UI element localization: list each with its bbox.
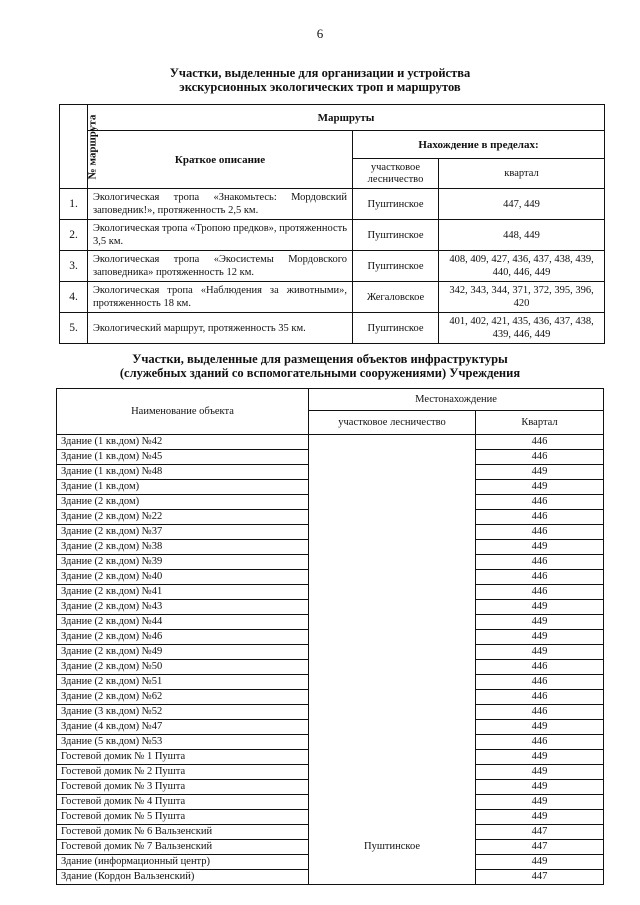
route-description: Экологическая тропа «Знакомьтесь: Мордовский заповедник!», протяженность 2,5 км. (88, 189, 353, 220)
object-quarter: 446 (476, 690, 604, 705)
route-number: 2. (60, 220, 88, 251)
object-name: Гостевой домик № 4 Пушта (57, 795, 309, 810)
object-quarter: 446 (476, 495, 604, 510)
object-name: Здание (2 кв.дом) №43 (57, 600, 309, 615)
object-name: Здание (1 кв.дом) №45 (57, 450, 309, 465)
section1-title-line1: Участки, выделенные для организации и устройства (169, 66, 471, 80)
forestry-header: участковое лесничество (309, 411, 476, 435)
object-name: Гостевой домик № 6 Вальзенский (57, 825, 309, 840)
route-forestry: Пуштинское (353, 251, 439, 282)
object-name: Здание (2 кв.дом) №40 (57, 570, 309, 585)
section1-title-line2: экскурсионных экологических троп и маршрутов (179, 80, 461, 94)
object-name: Гостевой домик № 1 Пушта (57, 750, 309, 765)
route-description: Экологический маршрут, протяженность 35 км. (88, 313, 353, 344)
object-quarter: 449 (476, 795, 604, 810)
route-forestry: Пуштинское (353, 189, 439, 220)
object-name: Здание (2 кв.дом) №22 (57, 510, 309, 525)
object-name: Здание (2 кв.дом) №44 (57, 615, 309, 630)
object-quarter: 446 (476, 555, 604, 570)
object-quarter: 449 (476, 810, 604, 825)
quarter-header: квартал (439, 159, 605, 189)
object-name: Гостевой домик № 5 Пушта (57, 810, 309, 825)
table-row (60, 189, 605, 220)
table-row (60, 220, 605, 251)
object-name-header: Наименование объекта (57, 389, 309, 435)
routes-table (59, 104, 605, 344)
table-row (60, 282, 605, 313)
section2-title (0, 352, 640, 380)
route-description: Экологическая тропа «Тропою предков», протяженность 3,5 км. (88, 220, 353, 251)
section2-title-line2: (служебных зданий со вспомогательными сооружениями) Учреждения (119, 366, 521, 380)
object-name: Здание (1 кв.дом) №42 (57, 435, 309, 450)
route-forestry: Пуштинское (353, 220, 439, 251)
object-quarter: 446 (476, 660, 604, 675)
route-forestry: Жегаловское (353, 282, 439, 313)
description-header: Краткое описание (88, 131, 353, 189)
object-quarter: 446 (476, 705, 604, 720)
object-name: Здание (2 кв.дом) №51 (57, 675, 309, 690)
object-quarter: 447 (476, 825, 604, 840)
object-quarter: 446 (476, 435, 604, 450)
table-row (60, 251, 605, 282)
object-name: Здание (2 кв.дом) №38 (57, 540, 309, 555)
route-forestry: Пуштинское (353, 313, 439, 344)
object-quarter: 449 (476, 630, 604, 645)
object-quarter: 447 (476, 840, 604, 855)
object-name: Здание (4 кв.дом) №47 (57, 720, 309, 735)
infrastructure-table (56, 388, 604, 885)
object-quarter: 449 (476, 480, 604, 495)
object-quarter: 449 (476, 765, 604, 780)
object-quarter: 449 (476, 615, 604, 630)
object-quarter: 447 (476, 870, 604, 885)
object-quarter: 446 (476, 570, 604, 585)
object-quarter: 449 (476, 645, 604, 660)
object-quarter: 446 (476, 675, 604, 690)
object-name: Здание (информационный центр) (57, 855, 309, 870)
object-quarter: 449 (476, 540, 604, 555)
route-quarters: 448, 449 (439, 220, 605, 251)
object-quarter: 449 (476, 600, 604, 615)
route-quarters: 401, 402, 421, 435, 436, 437, 438, 439, 446, 449 (439, 313, 605, 344)
object-quarter: 449 (476, 750, 604, 765)
object-name: Здание (2 кв.дом) №50 (57, 660, 309, 675)
object-quarter: 449 (476, 465, 604, 480)
object-quarter: 446 (476, 450, 604, 465)
quarter-header: Квартал (476, 411, 604, 435)
object-name: Здание (1 кв.дом) (57, 480, 309, 495)
location-header: Нахождение в пределах: (353, 131, 605, 159)
location-header: Местонахождение (309, 389, 604, 411)
object-quarter: 449 (476, 855, 604, 870)
routes-header: Маршруты (88, 105, 605, 131)
object-quarter: 446 (476, 510, 604, 525)
route-quarters: 447, 449 (439, 189, 605, 220)
object-quarter: 449 (476, 780, 604, 795)
object-name: Здание (Кордон Вальзенский) (57, 870, 309, 885)
route-number: 5. (60, 313, 88, 344)
object-name: Здание (2 кв.дом) №49 (57, 645, 309, 660)
route-quarters: 408, 409, 427, 436, 437, 438, 439, 440, 446, 449 (439, 251, 605, 282)
route-description: Экологическая тропа «Наблюдения за животными», протяженность 18 км. (88, 282, 353, 313)
table-row (57, 435, 604, 450)
object-quarter: 446 (476, 585, 604, 600)
object-name: Здание (2 кв.дом) №46 (57, 630, 309, 645)
object-quarter: 446 (476, 525, 604, 540)
object-name: Гостевой домик № 7 Вальзенский (57, 840, 309, 855)
object-name: Здание (3 кв.дом) №52 (57, 705, 309, 720)
forestry-header: участковое лесничество (353, 159, 439, 189)
route-number: 4. (60, 282, 88, 313)
table-row (60, 313, 605, 344)
route-number: 1. (60, 189, 88, 220)
forestry-value: Пуштинское (309, 435, 476, 885)
object-name: Гостевой домик № 3 Пушта (57, 780, 309, 795)
object-quarter: 449 (476, 720, 604, 735)
route-quarters: 342, 343, 344, 371, 372, 395, 396, 420 (439, 282, 605, 313)
object-name: Здание (1 кв.дом) №48 (57, 465, 309, 480)
object-name: Здание (2 кв.дом) №62 (57, 690, 309, 705)
object-quarter: 446 (476, 735, 604, 750)
section2-title-line1: Участки, выделенные для размещения объектов инфраструктуры (132, 352, 508, 366)
object-name: Гостевой домик № 2 Пушта (57, 765, 309, 780)
object-name: Здание (2 кв.дом) №41 (57, 585, 309, 600)
section1-title (0, 66, 640, 94)
route-number-header: № маршрута (60, 105, 88, 189)
object-name: Здание (2 кв.дом) №37 (57, 525, 309, 540)
route-number: 3. (60, 251, 88, 282)
object-name: Здание (2 кв.дом) (57, 495, 309, 510)
object-name: Здание (2 кв.дом) №39 (57, 555, 309, 570)
route-description: Экологическая тропа «Экосистемы Мордовского заповедника» протяженность 12 км. (88, 251, 353, 282)
page-number: 6 (316, 26, 324, 41)
object-name: Здание (5 кв.дом) №53 (57, 735, 309, 750)
